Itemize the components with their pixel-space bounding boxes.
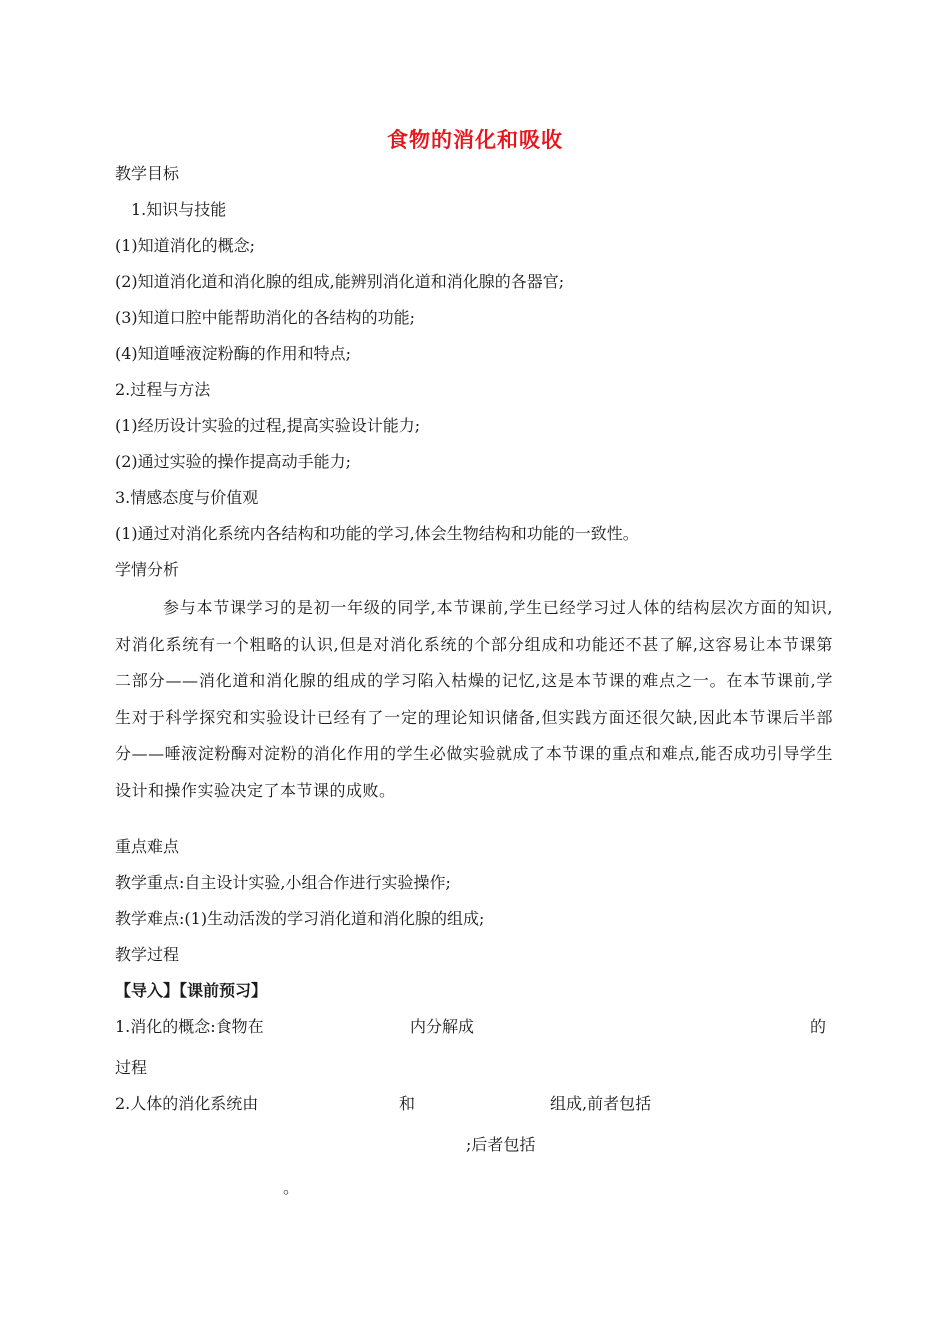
process-heading: 教学过程 bbox=[115, 945, 180, 964]
teaching-focus: 教学重点:自主设计实验,小组合作进行实验操作; bbox=[115, 873, 451, 892]
knowledge-item: (1)知道消化的概念; bbox=[115, 236, 256, 255]
question-1-continuation: 过程 bbox=[115, 1058, 148, 1077]
objectives-heading: 教学目标 bbox=[115, 164, 180, 183]
attitude-heading: 3.情感态度与价值观 bbox=[115, 488, 259, 507]
process-method-heading: 2.过程与方法 bbox=[115, 380, 211, 399]
question-1-end: 的 bbox=[810, 1017, 827, 1036]
analysis-heading: 学情分析 bbox=[115, 560, 180, 579]
question-1-start: 1.消化的概念:食物在 bbox=[115, 1017, 264, 1036]
knowledge-item: (2)知道消化道和消化腺的组成,能辨别消化道和消化腺的各器官; bbox=[115, 272, 565, 291]
question-2-period: 。 bbox=[283, 1178, 300, 1197]
process-method-item: (1)经历设计实验的过程,提高实验设计能力; bbox=[115, 416, 421, 435]
question-2-start: 2.人体的消化系统由 bbox=[115, 1094, 259, 1113]
teaching-difficulty: 教学难点:(1)生动活泼的学习消化道和消化腺的组成; bbox=[115, 909, 485, 928]
question-2-latter: ;后者包括 bbox=[466, 1135, 536, 1154]
question-1-middle: 内分解成 bbox=[410, 1017, 475, 1036]
attitude-item: (1)通过对消化系统内各结构和功能的学习,体会生物结构和功能的一致性。 bbox=[115, 524, 639, 543]
document-title: 食物的消化和吸收 bbox=[387, 128, 563, 152]
process-method-item: (2)通过实验的操作提高动手能力; bbox=[115, 452, 352, 471]
key-points-heading: 重点难点 bbox=[115, 837, 180, 856]
question-2-and: 和 bbox=[399, 1094, 416, 1113]
knowledge-item: (4)知道唾液淀粉酶的作用和特点; bbox=[115, 344, 352, 363]
knowledge-item: (3)知道口腔中能帮助消化的各结构的功能; bbox=[115, 308, 416, 327]
analysis-paragraph: 参与本节课学习的是初一年级的同学,本节课前,学生已经学习过人体的结构层次方面的知识,对消化系统有一个粗略的认识,但是对消化系统的个部分组成和功能还不甚了解,这容易让本节课第二部分——消化道和消化腺的组成的学习陷入枯燥的记忆,这是本节课的难点之一。在本节课前,学生对于科学探究和实验设计已经有了一定的理论知识储备,但实践方面还很欠缺,因此本节课后半部分——唾液淀粉酶对淀粉的消化作用的学生必做实验就成了本节课的重点和难点,能否成功引导学生设计和操作实验决定了本节课的成败。 bbox=[115, 598, 833, 800]
question-2-former: 组成,前者包括 bbox=[550, 1094, 652, 1113]
knowledge-heading: 1.知识与技能 bbox=[131, 200, 227, 219]
intro-heading: 【导入】【课前预习】 bbox=[115, 981, 268, 1000]
